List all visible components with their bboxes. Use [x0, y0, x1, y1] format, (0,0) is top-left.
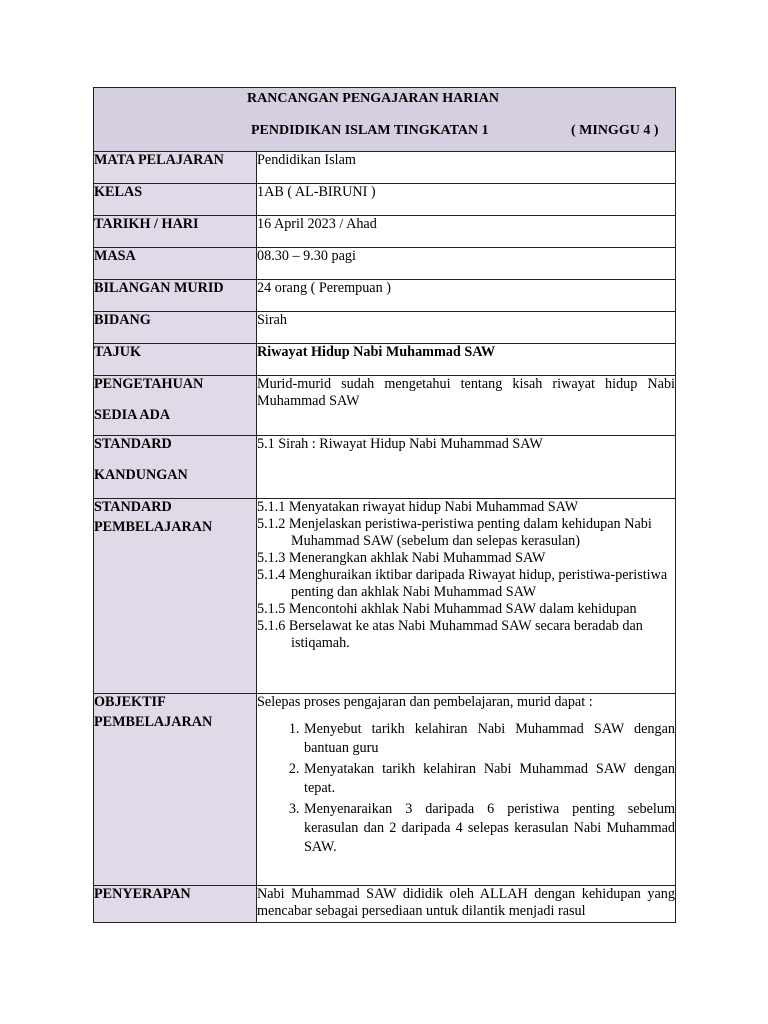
label-objektif-pembelajaran	[94, 694, 257, 886]
value-mata-pelajaran: Pendidikan Islam	[257, 152, 676, 184]
objective-item: 3. Menyenaraikan 3 daripada 6 peristiwa penting sebelum kerasulan dan 2 daripada 4 selepas kerasulan Nabi Muhammad SAW.	[303, 800, 675, 857]
row-standard-kandungan	[94, 436, 676, 499]
label-pengetahuan: PENGETAHUAN	[94, 376, 204, 392]
document-subtitle: PENDIDIKAN ISLAM TINGKATAN 1	[251, 123, 489, 138]
label-objektif: OBJEKTIF	[94, 694, 166, 710]
label-pengetahuan-sedia-ada	[94, 376, 257, 436]
value-tajuk: Riwayat Hidup Nabi Muhammad SAW	[257, 344, 676, 376]
objective-item: 2. Menyatakan tarikh kelahiran Nabi Muhammad SAW dengan tepat.	[303, 760, 675, 798]
label-kelas: KELAS	[94, 184, 257, 216]
label-standard-pembelajaran	[94, 499, 257, 694]
label-pembelajaran: PEMBELAJARAN	[94, 519, 213, 535]
header-row	[94, 88, 676, 152]
document-title: RANCANGAN PENGAJARAN HARIAN	[247, 91, 499, 106]
sp-item: 5.1.6 Berselawat ke atas Nabi Muhammad SAW secara beradab dan istiqamah.	[257, 618, 643, 651]
row-bidang	[94, 312, 676, 344]
label-masa: MASA	[94, 248, 257, 280]
value-tarikh: 16 April 2023 / Ahad	[257, 216, 676, 248]
sp-item: 5.1.3 Menerangkan akhlak Nabi Muhammad SAW	[257, 550, 546, 566]
label-sedia-ada: SEDIA ADA	[94, 407, 171, 423]
row-objektif-pembelajaran	[94, 694, 676, 886]
week-label: ( MINGGU 4 )	[571, 123, 659, 138]
label-standard: STANDARD	[94, 436, 172, 452]
value-standard-kandungan: 5.1 Sirah : Riwayat Hidup Nabi Muhammad SAW	[257, 436, 676, 499]
row-tajuk	[94, 344, 676, 376]
sp-item: 5.1.5 Mencontohi akhlak Nabi Muhammad SAW dalam kehidupan	[257, 601, 637, 617]
label-tarikh: TARIKH / HARI	[94, 216, 257, 248]
label-standard-kandungan	[94, 436, 257, 499]
value-pengetahuan-sedia-ada: Murid-murid sudah mengetahui tentang kisah riwayat hidup Nabi Muhammad SAW	[257, 376, 676, 436]
sp-item: 5.1.4 Menghuraikan iktibar daripada Riwayat hidup, peristiwa-peristiwa penting dan akhlak Nabi Muhammad SAW	[257, 567, 668, 600]
row-masa	[94, 248, 676, 280]
lesson-plan-table	[93, 87, 676, 923]
row-tarikh	[94, 216, 676, 248]
sp-item: 5.1.1 Menyatakan riwayat hidup Nabi Muhammad SAW	[257, 499, 579, 515]
label-bidang: BIDANG	[94, 312, 257, 344]
label-mata-pelajaran: MATA PELAJARAN	[94, 152, 257, 184]
objective-list	[257, 720, 675, 857]
label-penyerapan: PENYERAPAN	[94, 886, 257, 923]
row-pengetahuan-sedia-ada	[94, 376, 676, 436]
label-kandungan: KANDUNGAN	[94, 467, 188, 483]
label-standard-sp: STANDARD	[94, 499, 172, 515]
objective-item: 1. Menyebut tarikh kelahiran Nabi Muhammad SAW dengan bantuan guru	[303, 720, 675, 758]
objective-intro: Selepas proses pengajaran dan pembelajaran, murid dapat :	[257, 694, 593, 710]
label-bilangan-murid: BILANGAN MURID	[94, 280, 257, 312]
value-bidang: Sirah	[257, 312, 676, 344]
header-cell	[94, 88, 676, 152]
value-bilangan-murid: 24 orang ( Perempuan )	[257, 280, 676, 312]
value-penyerapan: Nabi Muhammad SAW dididik oleh ALLAH dengan kehidupan yang mencabar sebagai persediaan untuk dilantik menjadi rasul	[257, 886, 676, 923]
value-masa: 08.30 – 9.30 pagi	[257, 248, 676, 280]
label-pembelajaran-op: PEMBELAJARAN	[94, 714, 213, 730]
value-objektif-pembelajaran	[257, 694, 676, 886]
sp-item: 5.1.2 Menjelaskan peristiwa-peristiwa penting dalam kehidupan Nabi Muhammad SAW (sebelum dan selepas kerasulan)	[257, 516, 652, 549]
value-kelas: 1AB ( AL-BIRUNI )	[257, 184, 676, 216]
value-standard-pembelajaran	[257, 499, 676, 694]
row-kelas	[94, 184, 676, 216]
row-mata-pelajaran	[94, 152, 676, 184]
label-tajuk: TAJUK	[94, 344, 257, 376]
row-bilangan-murid	[94, 280, 676, 312]
row-penyerapan	[94, 886, 676, 923]
row-standard-pembelajaran	[94, 499, 676, 694]
